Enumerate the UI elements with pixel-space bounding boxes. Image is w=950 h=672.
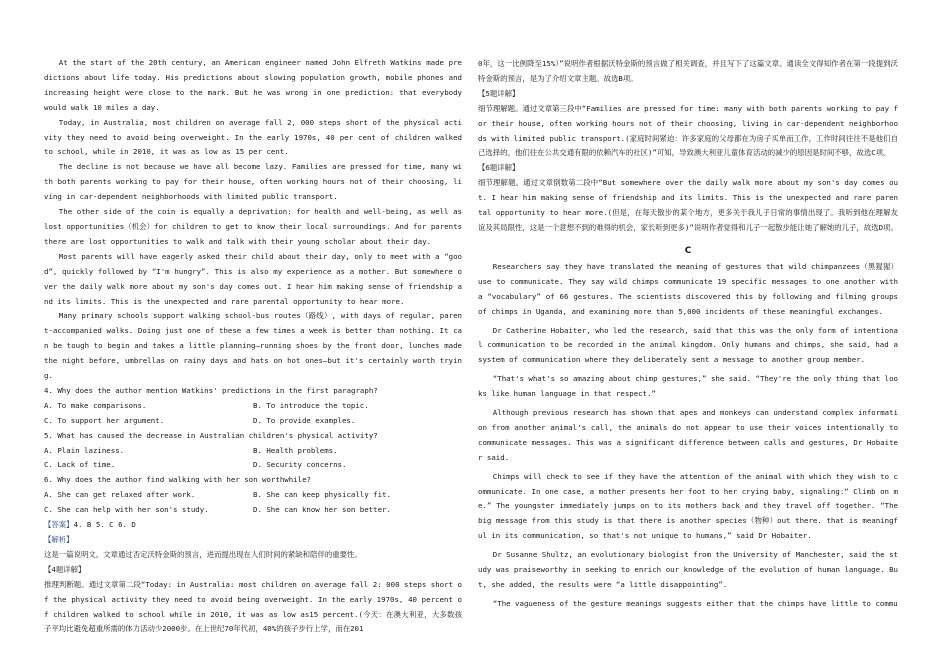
question-5-options (44, 458, 462, 473)
passage-paragraph: Chimps will check to see if they have the attention of the animal with which they wish to communicate. In one case, a mother presents her foot to her crying baby, signaling:“ Climb on me.” The youngster immediately jumps on to its mothers back and they travel off together. “The big message from this study is that there is another species（物种）out there. that is meaningful in its communication, so that's not unique to humans,” said Dr Hobaiter. (478, 471, 898, 541)
passage-paragraph: Today, in Australia, most children on average fall 2, 000 steps short of the physical activity they need to avoid being overweight. In the early 1970s, 40 per cent of children walked to school, while in 2010, it was as low as 15 per cent. (44, 117, 462, 157)
passage-paragraph: The decline is not because we have all become lazy. Families are pressed for time, many with both parents working to pay for their house, often working hours not of their choosing, living in car-dependent neighborhoods with limited public transport. (44, 162, 462, 202)
option-a: A. She can get relaxed after work. (44, 490, 196, 500)
question-4: 4. Why does the author mention Watkins' predictions in the first paragraph? (44, 385, 378, 395)
option-d: D. To provide examples. (253, 415, 356, 425)
passage-paragraph: Dr Catherine Hobaiter, who led the research, said that this was the only form of intentional communication to be recorded in the animal kingdom. Only humans and chimps, she said, had a system of communication where they deliberately sent a message to another group member. (478, 325, 898, 365)
passage-paragraph: The other side of the coin is equally a deprivation: for health and well-being, as well as lost opportunities（机会）for children to get to know their local surroundings. And for parents there are lost opportunities to walk and talk with their young scholar about their day. (44, 207, 462, 246)
passage-paragraph: Dr Susanne Shultz, an evolutionary biologist from the University of Manchester, said the study was praiseworthy in seeking to enrich our knowledge of the evolution of human language. But, she added, the results were “a little disappointing”. (478, 550, 898, 589)
option-b: B. She can keep physically fit. (253, 490, 391, 500)
section-title: C (684, 245, 692, 256)
question-6-options (44, 503, 462, 518)
question-5-options (44, 444, 462, 459)
passage-paragraph: Although previous research has shown that apes and monkeys can understand complex information from another animal's call, the animals do not appear to use their voices intentionally to communicate messages. This was a significant difference between calls and gestures, Dr Hobaiter said. (478, 408, 898, 462)
passage-paragraph: “The vagueness of the gesture meanings suggests either that the chimps have little to commu (492, 598, 898, 608)
answer-label: 【答案】 (44, 520, 74, 530)
question-6: 6. Why does the author find walking with her son worthwhile? (44, 475, 311, 485)
detail-5-label: 【5题详解】 (478, 88, 520, 98)
answer-text: 4. B 5. C 6. D (73, 520, 136, 530)
detail-4-label: 【4题详解】 (44, 564, 86, 574)
answer-line (44, 518, 462, 533)
detail-6-label: 【6题详解】 (478, 163, 520, 173)
passage-paragraph: Researchers say they have translated the meaning of gestures that wild chimpanzees（黑猩猩）use to communicate. They say wild chimps communicate 19 specific messages to one another with a “vocabulary” of 66 gestures. The scientists discovered this by following and filming groups of chimps in Uganda, and examining more than 5,000 incidents of these meaningful exchanges. (478, 261, 898, 316)
question-5: 5. What has caused the decrease in Australian children's physical activity? (44, 430, 378, 440)
passage-paragraph: Many primary schools support walking school-bus routes（路线）, with days of regular, parent-accompanied walks. Doing just one of these a few times a week is better than nothing. It can be tough to begin and takes a little planning—running shoes by the front door, lunches made the night before, umbrellas on rainy days and hats on hot ones—but it's certainly worth trying. (44, 311, 462, 381)
detail-6-text: 细节理解题。通过文章倒数第二段中“But somewhere over the daily walk more about my son's day comes out. I hear him making sense of friendship and its limits. This is the unexpected and rare parental opportunity to hear more.(但是，在每天散步的某个地方，更多关于我儿子日常的事情出现了。我听到他在理解友谊及其局限性，这是一个意想不到的难得的机会，家长听到更多)”说明作者觉得和儿子一起散步能让她了解她的儿子，故选D项。 (478, 178, 898, 232)
option-d: D. Security concerns. (253, 460, 347, 470)
option-c: C. To support her argument. (44, 415, 165, 425)
option-a: A. Plain laziness. (44, 445, 125, 455)
option-a: A. To make comparisons. (44, 400, 147, 410)
detail-4-continued: 0年，这一比例降至15%）”说明作者根据沃特金斯的预言做了相关调查，并且写下了这篇文章。通读全文得知作者在第一段提到沃特金斯的预言，是为了介绍文章主题。故选B项。 (478, 59, 898, 83)
left-column (44, 56, 462, 637)
passage-paragraph: Most parents will have eagerly asked their child about their day, only to meet with a “good”, quickly followed by “I'm hungry”. This is also my experience as a mother. But somewhere over the daily walk more about my son's day comes out. I hear him making sense of friendship and its limits. This is the unexpected and rare parental opportunity to hear more. (44, 251, 462, 306)
passage-paragraph: “That's what's so amazing about chimp gestures,” she said. “They're the only thing that looks like human language in that respect.” (478, 374, 898, 399)
question-4-options (44, 399, 462, 414)
question-6-options (44, 488, 462, 503)
option-c: C. Lack of time. (44, 460, 116, 470)
option-b: B. To introduce the topic. (253, 400, 369, 410)
analysis-label: 【解析】 (44, 535, 74, 544)
option-b: B. Health problems. (253, 445, 338, 455)
detail-4-text: 推理判断题。通过文章第二段“Today: in Australia: most children on average fall 2: 000 steps short of the physical activity they need to avoid being overweight. In the early 1970s, 40 percent of children walked to school while in 2010, it was as low as15 percent.(今天：在澳大利亚，大多数孩子平均比避免超重所需的体力活动少2000步。在上世纪70年代初，40%的孩子步行上学，而在201 (44, 579, 462, 634)
detail-5-text: 细节理解题。通过文章第三段中“Families are pressed for time: many with both parents working to pay for their house, often working hours not of their choosing, living in car-dependent neighborhoods with limited public transport.(家庭时间紧迫：许多家庭的父母都在为房子买单而工作，工作时间往往不是他们自己选择的，他们往在公共交通有限的依赖汽车的社区)”可知，导致澳大利亚儿童体育活动的减少的原因是时间不够，故选C项。 (478, 103, 898, 158)
option-c: C. She can help with her son's study. (44, 505, 209, 515)
question-4-options (44, 414, 462, 429)
passage-paragraph: At the start of the 20th century, an American engineer named John Elfreth Watkins made predictions about life today. His predictions about slowing population growth, mobile phones and increasing height were close to the mark. But he was wrong in one prediction: that everybody would walk 10 miles a day. (44, 58, 462, 112)
option-d: D. She can know her son better. (253, 505, 391, 515)
right-column (478, 56, 898, 612)
analysis-text: 这是一篇说明文。文章通过否定沃特金斯的预言，进而提出现在人们时间的紧缺和陪伴的重要性。 (44, 549, 362, 559)
